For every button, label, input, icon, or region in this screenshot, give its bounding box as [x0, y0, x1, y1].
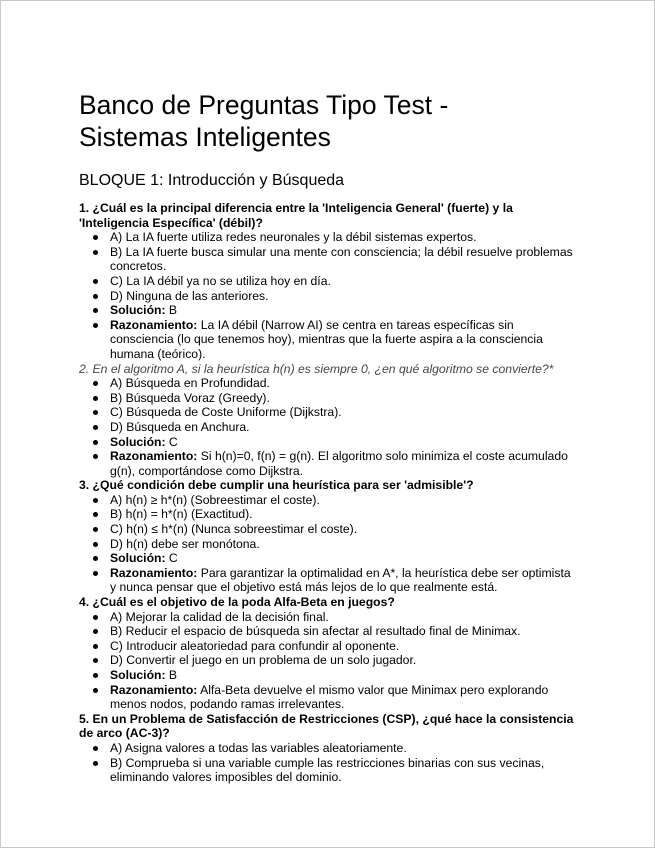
option-item: C) La IA débil ya no se utiliza hoy en día. [110, 274, 579, 289]
option-item: C) h(n) ≤ h*(n) (Nunca sobreestimar el coste). [110, 522, 579, 537]
question-5-options [79, 741, 579, 785]
reasoning-item [110, 318, 579, 362]
title-line-2: Sistemas Inteligentes [79, 122, 331, 152]
question-4: 4. ¿Cuál es el objetivo de la poda Alfa-Beta en juegos? [79, 595, 395, 610]
reasoning-item [110, 449, 579, 478]
reasoning-label: Razonamiento: [110, 682, 198, 697]
question-2-options [79, 376, 579, 478]
solution-label: Solución: [110, 303, 166, 318]
option-item: A) Búsqueda en Profundidad. [110, 376, 579, 391]
reasoning-text: Si h(n)=0, f(n) = g(n). El algoritmo solo minimiza el coste acumulado g(n), comportándose como Dijkstra. [110, 449, 568, 478]
option-item: C) Introducir aleatoriedad para confundir al oponente. [110, 639, 579, 654]
solution-value: C [165, 434, 178, 449]
question-3: 3. ¿Qué condición debe cumplir una heurística para ser 'admisible'? [79, 478, 474, 493]
title-line-1: Banco de Preguntas Tipo Test - [79, 90, 449, 120]
reasoning-label: Razonamiento: [110, 565, 198, 580]
solution-item [110, 668, 579, 683]
reasoning-label: Razonamiento: [110, 317, 198, 332]
option-item: B) Búsqueda Voraz (Greedy). [110, 391, 579, 406]
option-item: A) La IA fuerte utiliza redes neuronales y la débil sistemas expertos. [110, 230, 579, 245]
option-item: A) Mejorar la calidad de la decisión final. [110, 610, 579, 625]
option-item: A) h(n) ≥ h*(n) (Sobreestimar el coste). [110, 493, 579, 508]
option-item: D) Convertir el juego en un problema de un solo jugador. [110, 653, 579, 668]
question-1-options [79, 230, 579, 361]
option-item: D) Búsqueda en Anchura. [110, 420, 579, 435]
section-heading: BLOQUE 1: Introducción y Búsqueda [79, 172, 345, 189]
solution-label: Solución: [110, 551, 166, 566]
option-item: D) h(n) debe ser monótona. [110, 537, 579, 552]
question-2: 2. En el algoritmo A, si la heurística h(n) es siempre 0, ¿en qué algoritmo se convierte?* [79, 361, 554, 376]
option-item: B) La IA fuerte busca simular una mente con consciencia; la débil resuelve problemas concretos. [110, 245, 579, 274]
solution-item [110, 551, 579, 566]
reasoning-label: Razonamiento: [110, 449, 198, 464]
reasoning-item [110, 566, 579, 595]
option-item: B) h(n) = h*(n) (Exactitud). [110, 507, 579, 522]
reasoning-text: Alfa-Beta devuelve el mismo valor que Minimax pero explorando menos nodos, podando ramas irrelevantes. [110, 682, 549, 712]
question-1: 1. ¿Cuál es la principal diferencia entre la 'Inteligencia General' (fuerte) y la 'Inteligencia Específica' (débil)? [79, 201, 513, 230]
option-item: A) Asigna valores a todas las variables aleatoriamente. [110, 741, 579, 756]
reasoning-text: Para garantizar la optimalidad en A*, la heurística debe ser optimista y nunca pensar que el objetivo está más lejos de lo que realmente está. [110, 565, 571, 595]
solution-item [110, 303, 579, 318]
reasoning-item [110, 683, 579, 712]
solution-item [110, 435, 579, 450]
option-item: B) Comprueba si una variable cumple las restricciones binarias con sus vecinas, eliminando valores imposibles del dominio. [110, 756, 579, 785]
solution-value: B [165, 668, 178, 682]
option-item: B) Reducir el espacio de búsqueda sin afectar al resultado final de Minimax. [110, 624, 579, 639]
solution-value: C [165, 551, 178, 566]
question-5: 5. En un Problema de Satisfacción de Restricciones (CSP), ¿qué hace la consistencia de arco (AC-3)? [79, 711, 574, 741]
solution-value: B [165, 303, 178, 318]
document-title [79, 89, 579, 153]
reasoning-text: La IA débil (Narrow AI) se centra en tareas específicas sin consciencia (lo que tenemos hoy), mientras que la fuerte aspira a la consciencia humana (teórico). [110, 317, 543, 361]
question-3-options [79, 493, 579, 595]
option-item: D) Ninguna de las anteriores. [110, 289, 579, 304]
solution-label: Solución: [110, 668, 166, 682]
solution-label: Solución: [110, 434, 166, 449]
document-content [79, 89, 579, 785]
option-item: C) Búsqueda de Coste Uniforme (Dijkstra). [110, 405, 579, 420]
question-4-options [79, 610, 579, 712]
